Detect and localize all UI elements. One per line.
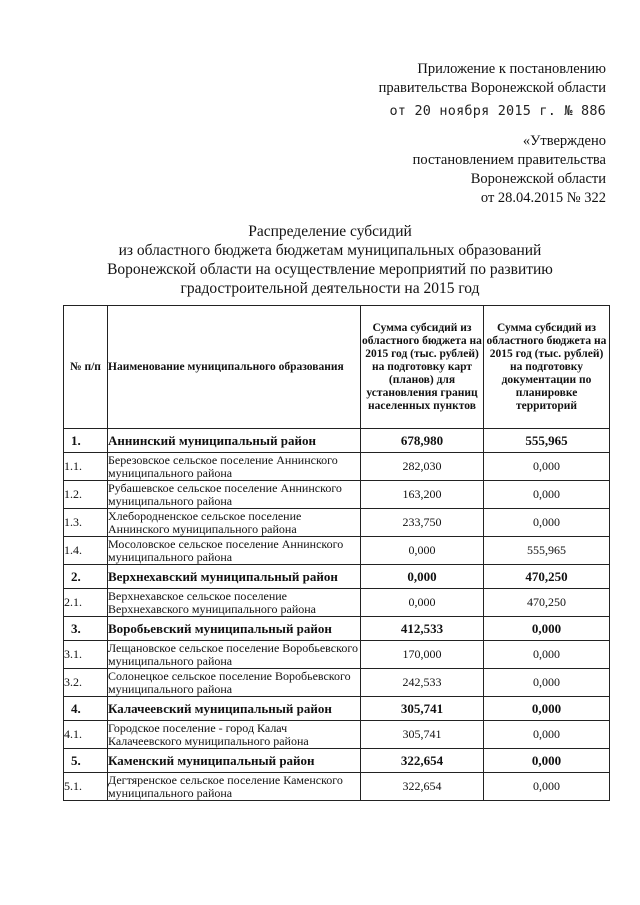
title-line-1: Распределение субсидий bbox=[248, 223, 412, 240]
row-maps-sum: 170,000 bbox=[361, 641, 484, 669]
row-planning-sum: 0,000 bbox=[484, 749, 610, 773]
column-header-number: № п/п bbox=[64, 306, 108, 429]
document-title bbox=[60, 222, 600, 298]
row-number: 5. bbox=[64, 749, 108, 773]
row-name: Верхнехавский муниципальный район bbox=[108, 565, 361, 589]
row-maps-sum: 282,030 bbox=[361, 453, 484, 481]
row-name: Мосоловское сельское поселение Аннинского муниципального района bbox=[108, 537, 361, 565]
row-number: 3. bbox=[64, 617, 108, 641]
approval-line-2: постановлением правительства bbox=[412, 152, 606, 168]
row-planning-sum: 0,000 bbox=[484, 481, 610, 509]
row-number: 2. bbox=[64, 565, 108, 589]
row-maps-sum: 412,533 bbox=[361, 617, 484, 641]
row-maps-sum: 322,654 bbox=[361, 749, 484, 773]
row-planning-sum: 0,000 bbox=[484, 773, 610, 801]
settlement-row bbox=[64, 669, 610, 697]
row-name: Верхнехавское сельское поселение Верхнехавского муниципального района bbox=[108, 589, 361, 617]
settlement-row bbox=[64, 481, 610, 509]
district-row bbox=[64, 429, 610, 453]
row-maps-sum: 305,741 bbox=[361, 721, 484, 749]
row-maps-sum: 163,200 bbox=[361, 481, 484, 509]
row-name: Дегтяренское сельское поселение Каменского муниципального района bbox=[108, 773, 361, 801]
row-number: 1.1. bbox=[64, 453, 108, 481]
date-stamp: от 20 ноября 2015 г. № 886 bbox=[389, 103, 606, 119]
title-line-2: из областного бюджета бюджетам муниципальных образований bbox=[118, 242, 542, 259]
district-row bbox=[64, 565, 610, 589]
settlement-row bbox=[64, 589, 610, 617]
row-planning-sum: 470,250 bbox=[484, 589, 610, 617]
approval-line-4: от 28.04.2015 № 322 bbox=[480, 190, 606, 206]
settlement-row bbox=[64, 453, 610, 481]
title-line-4: градостроительной деятельности на 2015 год bbox=[180, 280, 480, 297]
subsidy-table bbox=[63, 305, 610, 801]
settlement-row bbox=[64, 641, 610, 669]
district-row bbox=[64, 749, 610, 773]
row-name: Лещановское сельское поселение Воробьевского муниципального района bbox=[108, 641, 361, 669]
row-name: Аннинский муниципальный район bbox=[108, 429, 361, 453]
row-number: 1.2. bbox=[64, 481, 108, 509]
row-maps-sum: 305,741 bbox=[361, 697, 484, 721]
row-planning-sum: 0,000 bbox=[484, 509, 610, 537]
district-row bbox=[64, 617, 610, 641]
row-planning-sum: 0,000 bbox=[484, 697, 610, 721]
district-row bbox=[64, 697, 610, 721]
title-line-3: Воронежской области на осуществление мероприятий по развитию bbox=[107, 261, 553, 278]
row-name: Хлебородненское сельское поселение Аннинского муниципального района bbox=[108, 509, 361, 537]
settlement-row bbox=[64, 773, 610, 801]
row-maps-sum: 242,533 bbox=[361, 669, 484, 697]
row-number: 1.4. bbox=[64, 537, 108, 565]
row-number: 5.1. bbox=[64, 773, 108, 801]
settlement-row bbox=[64, 509, 610, 537]
settlement-row bbox=[64, 721, 610, 749]
row-maps-sum: 0,000 bbox=[361, 537, 484, 565]
row-name: Солонецкое сельское поселение Воробьевского муниципального района bbox=[108, 669, 361, 697]
row-planning-sum: 0,000 bbox=[484, 669, 610, 697]
appendix-line-1: Приложение к постановлению bbox=[417, 61, 606, 77]
appendix-header bbox=[379, 60, 606, 98]
column-header-maps: Сумма субсидий из областного бюджета на 2015 год (тыс. рублей) на подготовку карт (планов) для установления границ населенных пунктов bbox=[361, 306, 484, 429]
row-number: 3.1. bbox=[64, 641, 108, 669]
row-planning-sum: 0,000 bbox=[484, 617, 610, 641]
row-name: Каменский муниципальный район bbox=[108, 749, 361, 773]
row-planning-sum: 0,000 bbox=[484, 721, 610, 749]
row-number: 4.1. bbox=[64, 721, 108, 749]
approval-line-3: Воронежской области bbox=[470, 171, 606, 187]
row-maps-sum: 0,000 bbox=[361, 589, 484, 617]
row-number: 4. bbox=[64, 697, 108, 721]
row-name: Воробьевский муниципальный район bbox=[108, 617, 361, 641]
row-name: Калачеевский муниципальный район bbox=[108, 697, 361, 721]
row-number: 1.3. bbox=[64, 509, 108, 537]
column-header-planning: Сумма субсидий из областного бюджета на 2015 год (тыс. рублей) на подготовку документации по планировке территорий bbox=[484, 306, 610, 429]
row-maps-sum: 322,654 bbox=[361, 773, 484, 801]
column-header-name: Наименование муниципального образования bbox=[108, 306, 361, 429]
approval-line-1: «Утверждено bbox=[522, 133, 606, 149]
row-planning-sum: 555,965 bbox=[484, 429, 610, 453]
settlement-row bbox=[64, 537, 610, 565]
row-maps-sum: 0,000 bbox=[361, 565, 484, 589]
row-planning-sum: 0,000 bbox=[484, 641, 610, 669]
appendix-line-2: правительства Воронежской области bbox=[378, 80, 606, 96]
table-header-row bbox=[64, 306, 610, 429]
row-planning-sum: 0,000 bbox=[484, 453, 610, 481]
row-maps-sum: 233,750 bbox=[361, 509, 484, 537]
row-name: Березовское сельское поселение Аннинского муниципального района bbox=[108, 453, 361, 481]
row-number: 2.1. bbox=[64, 589, 108, 617]
row-maps-sum: 678,980 bbox=[361, 429, 484, 453]
row-planning-sum: 555,965 bbox=[484, 537, 610, 565]
row-name: Городское поселение - город Калач Калачеевского муниципального района bbox=[108, 721, 361, 749]
table-body bbox=[64, 429, 610, 801]
row-planning-sum: 470,250 bbox=[484, 565, 610, 589]
row-number: 1. bbox=[64, 429, 108, 453]
approval-header bbox=[413, 132, 606, 208]
row-number: 3.2. bbox=[64, 669, 108, 697]
row-name: Рубашевское сельское поселение Аннинского муниципального района bbox=[108, 481, 361, 509]
